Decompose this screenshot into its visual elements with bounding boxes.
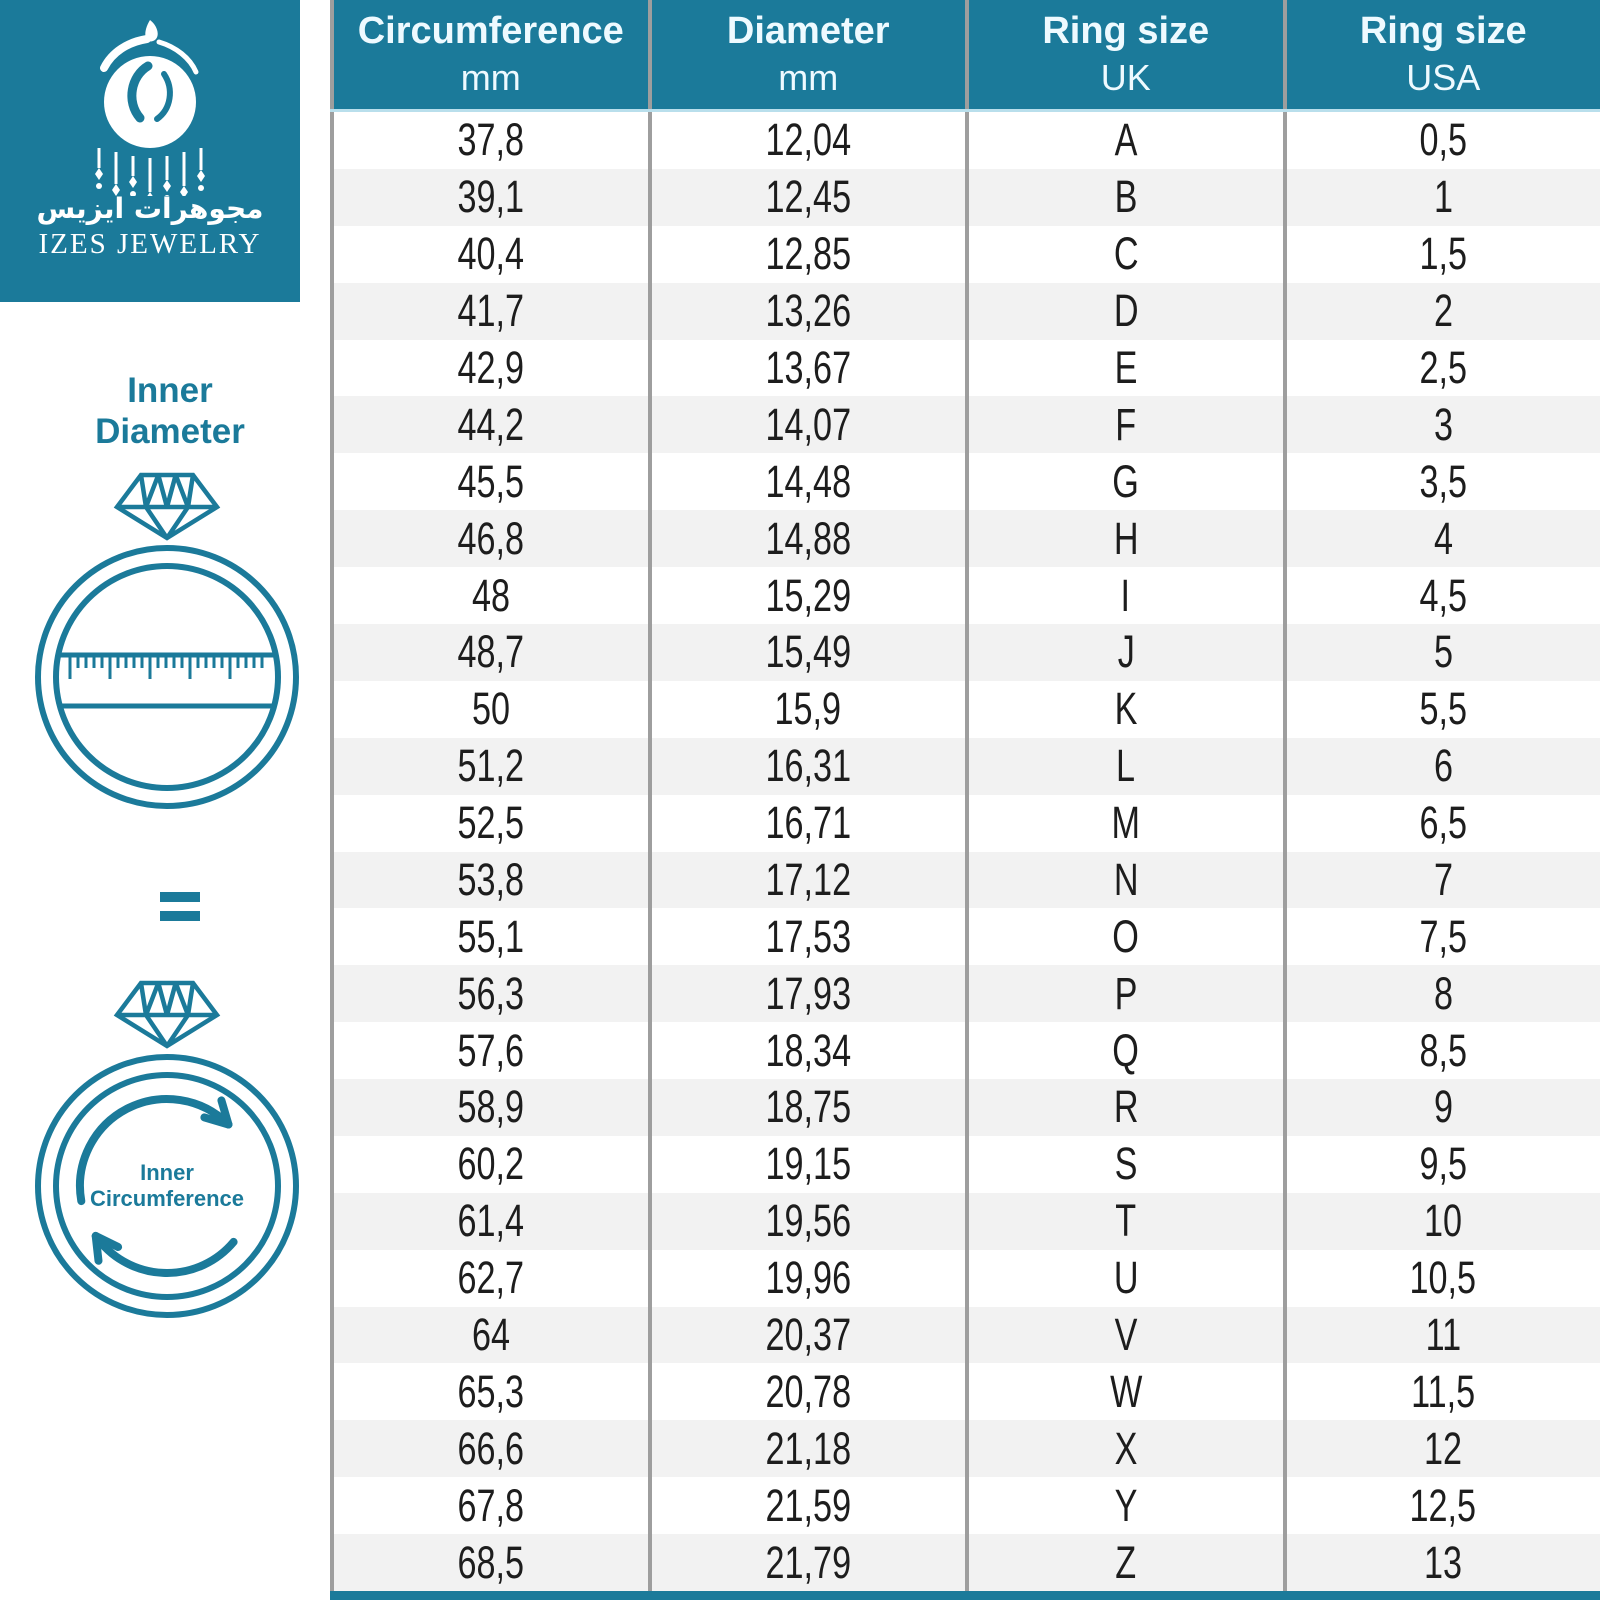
cell-circumference-mm: 46,8: [330, 510, 648, 567]
header-label: Circumference: [357, 10, 624, 52]
cell-ring-size-uk: B: [965, 169, 1283, 226]
table-row: [330, 795, 1600, 852]
cell-ring-size-usa: 2,5: [1283, 340, 1600, 397]
cell-ring-size-uk: Q: [965, 1022, 1283, 1079]
cell-diameter-mm: 21,18: [648, 1420, 966, 1477]
table-row: [330, 1307, 1600, 1364]
inner-diameter-label-line2: Diameter: [95, 412, 245, 451]
cell-ring-size-uk: F: [965, 396, 1283, 453]
table-row: [330, 738, 1600, 795]
cell-ring-size-usa: 7: [1283, 852, 1600, 909]
cell-circumference-mm: 55,1: [330, 908, 648, 965]
cell-ring-size-usa: 8: [1283, 965, 1600, 1022]
cell-ring-size-uk: H: [965, 510, 1283, 567]
sidebar: [0, 0, 330, 1600]
cell-ring-size-uk: N: [965, 852, 1283, 909]
cell-diameter-mm: 17,12: [648, 852, 966, 909]
cell-ring-size-uk: O: [965, 908, 1283, 965]
cell-diameter-mm: 21,59: [648, 1477, 966, 1534]
cell-diameter-mm: 18,34: [648, 1022, 966, 1079]
cell-diameter-mm: 15,29: [648, 567, 966, 624]
cell-circumference-mm: 37,8: [330, 112, 648, 169]
cell-diameter-mm: 17,93: [648, 965, 966, 1022]
cell-diameter-mm: 15,9: [648, 681, 966, 738]
table-row: [330, 1193, 1600, 1250]
table-row: [330, 1420, 1600, 1477]
cell-diameter-mm: 14,48: [648, 453, 966, 510]
cell-ring-size-usa: 0,5: [1283, 112, 1600, 169]
cell-circumference-mm: 57,6: [330, 1022, 648, 1079]
inner-diameter-ring-icon: [0, 460, 330, 860]
table-row: [330, 169, 1600, 226]
cell-ring-size-uk: I: [965, 567, 1283, 624]
cell-ring-size-usa: 1,5: [1283, 226, 1600, 283]
table-row: [330, 852, 1600, 909]
cell-ring-size-usa: 5: [1283, 624, 1600, 681]
table-row: [330, 965, 1600, 1022]
cell-diameter-mm: 13,26: [648, 283, 966, 340]
cell-circumference-mm: 61,4: [330, 1193, 648, 1250]
cell-circumference-mm: 45,5: [330, 453, 648, 510]
cell-ring-size-usa: 13: [1283, 1534, 1600, 1591]
brand-name-arabic: مجوهرات ايزيس: [36, 192, 264, 225]
cell-diameter-mm: 12,04: [648, 112, 966, 169]
equals-icon: [160, 892, 200, 921]
header-label: Diameter: [726, 10, 890, 52]
logo-box: [0, 0, 300, 302]
cell-ring-size-uk: M: [965, 795, 1283, 852]
table-row: [330, 1250, 1600, 1307]
cell-diameter-mm: 20,78: [648, 1363, 966, 1420]
header-cell-ring-size-usa: [1283, 0, 1600, 109]
inner-diameter-label: [0, 370, 340, 452]
cell-ring-size-usa: 10,5: [1283, 1250, 1600, 1307]
cell-diameter-mm: 16,71: [648, 795, 966, 852]
cell-ring-size-uk: A: [965, 112, 1283, 169]
cell-ring-size-uk: C: [965, 226, 1283, 283]
cell-ring-size-usa: 8,5: [1283, 1022, 1600, 1079]
table-row: [330, 1363, 1600, 1420]
cell-diameter-mm: 18,75: [648, 1079, 966, 1136]
cell-diameter-mm: 19,15: [648, 1136, 966, 1193]
table-row: [330, 567, 1600, 624]
cell-diameter-mm: 19,56: [648, 1193, 966, 1250]
cell-ring-size-usa: 10: [1283, 1193, 1600, 1250]
cell-diameter-mm: 20,37: [648, 1307, 966, 1364]
cell-ring-size-uk: Y: [965, 1477, 1283, 1534]
cell-ring-size-usa: 3,5: [1283, 453, 1600, 510]
table-row: [330, 112, 1600, 169]
cell-diameter-mm: 19,96: [648, 1250, 966, 1307]
table-row: [330, 283, 1600, 340]
cell-ring-size-usa: 11,5: [1283, 1363, 1600, 1420]
cell-circumference-mm: 40,4: [330, 226, 648, 283]
cell-circumference-mm: 41,7: [330, 283, 648, 340]
header-label: Ring size: [1042, 10, 1210, 52]
cell-ring-size-usa: 9: [1283, 1079, 1600, 1136]
cell-ring-size-usa: 9,5: [1283, 1136, 1600, 1193]
cell-circumference-mm: 60,2: [330, 1136, 648, 1193]
cell-diameter-mm: 15,49: [648, 624, 966, 681]
cell-ring-size-uk: R: [965, 1079, 1283, 1136]
inner-circumference-label-line2: Circumference: [89, 1186, 245, 1211]
cell-ring-size-usa: 12: [1283, 1420, 1600, 1477]
cell-circumference-mm: 62,7: [330, 1250, 648, 1307]
cell-circumference-mm: 56,3: [330, 965, 648, 1022]
cell-diameter-mm: 13,67: [648, 340, 966, 397]
header-cell-diameter: [648, 0, 966, 109]
cell-ring-size-uk: U: [965, 1250, 1283, 1307]
cell-ring-size-uk: S: [965, 1136, 1283, 1193]
header-cell-circumference: [330, 0, 648, 109]
cell-ring-size-usa: 11: [1283, 1307, 1600, 1364]
cell-ring-size-uk: T: [965, 1193, 1283, 1250]
cell-circumference-mm: 58,9: [330, 1079, 648, 1136]
header-unit: USA: [1406, 57, 1481, 98]
cell-ring-size-usa: 4: [1283, 510, 1600, 567]
cell-ring-size-usa: 3: [1283, 396, 1600, 453]
table-row: [330, 1022, 1600, 1079]
cell-ring-size-uk: K: [965, 681, 1283, 738]
table-row: [330, 681, 1600, 738]
cell-ring-size-usa: 5,5: [1283, 681, 1600, 738]
cell-circumference-mm: 52,5: [330, 795, 648, 852]
table-row: [330, 908, 1600, 965]
inner-circumference-label-line1: Inner: [140, 1160, 194, 1185]
cell-diameter-mm: 17,53: [648, 908, 966, 965]
header-unit: UK: [1100, 57, 1151, 98]
cell-circumference-mm: 44,2: [330, 396, 648, 453]
cell-ring-size-uk: G: [965, 453, 1283, 510]
table-bottom-bar: [330, 1591, 1600, 1600]
cell-ring-size-uk: D: [965, 283, 1283, 340]
inner-diameter-label-line1: Inner: [127, 371, 213, 410]
cell-circumference-mm: 50: [330, 681, 648, 738]
cell-circumference-mm: 42,9: [330, 340, 648, 397]
cell-diameter-mm: 12,85: [648, 226, 966, 283]
cell-diameter-mm: 12,45: [648, 169, 966, 226]
cell-diameter-mm: 16,31: [648, 738, 966, 795]
table-row: [330, 340, 1600, 397]
cell-circumference-mm: 53,8: [330, 852, 648, 909]
table-row: [330, 453, 1600, 510]
cell-circumference-mm: 48: [330, 567, 648, 624]
cell-circumference-mm: 65,3: [330, 1363, 648, 1420]
cell-ring-size-usa: 4,5: [1283, 567, 1600, 624]
cell-ring-size-usa: 1: [1283, 169, 1600, 226]
table-row: [330, 1477, 1600, 1534]
cell-ring-size-usa: 6: [1283, 738, 1600, 795]
table-row: [330, 624, 1600, 681]
cell-diameter-mm: 14,07: [648, 396, 966, 453]
cell-ring-size-uk: E: [965, 340, 1283, 397]
table-row: [330, 1534, 1600, 1591]
table-row: [330, 510, 1600, 567]
cell-ring-size-uk: X: [965, 1420, 1283, 1477]
cell-ring-size-uk: J: [965, 624, 1283, 681]
cell-ring-size-usa: 6,5: [1283, 795, 1600, 852]
header-cell-ring-size-uk: [965, 0, 1283, 109]
cell-diameter-mm: 21,79: [648, 1534, 966, 1591]
cell-ring-size-uk: V: [965, 1307, 1283, 1364]
cell-circumference-mm: 67,8: [330, 1477, 648, 1534]
cell-ring-size-usa: 2: [1283, 283, 1600, 340]
inner-circumference-label: [0, 1160, 334, 1212]
brand-name-latin: IZES JEWELRY: [38, 228, 262, 260]
cell-ring-size-uk: L: [965, 738, 1283, 795]
cell-ring-size-uk: P: [965, 965, 1283, 1022]
cell-ring-size-uk: Z: [965, 1534, 1283, 1591]
header-unit: mm: [778, 57, 839, 98]
table-body: [330, 112, 1600, 1591]
cell-diameter-mm: 14,88: [648, 510, 966, 567]
cell-ring-size-usa: 7,5: [1283, 908, 1600, 965]
cell-circumference-mm: 68,5: [330, 1534, 648, 1591]
cell-ring-size-usa: 12,5: [1283, 1477, 1600, 1534]
size-table: [330, 0, 1600, 1600]
inner-circumference-ring-icon: [0, 970, 330, 1330]
table-header-row: [330, 0, 1600, 112]
header-unit: mm: [460, 57, 521, 98]
table-row: [330, 1079, 1600, 1136]
table-row: [330, 1136, 1600, 1193]
header-label: Ring size: [1359, 10, 1527, 52]
cell-ring-size-uk: W: [965, 1363, 1283, 1420]
logo-calligraphy-icon: [0, 6, 300, 196]
cell-circumference-mm: 48,7: [330, 624, 648, 681]
cell-circumference-mm: 64: [330, 1307, 648, 1364]
cell-circumference-mm: 66,6: [330, 1420, 648, 1477]
cell-circumference-mm: 51,2: [330, 738, 648, 795]
table-row: [330, 226, 1600, 283]
cell-circumference-mm: 39,1: [330, 169, 648, 226]
table-row: [330, 396, 1600, 453]
